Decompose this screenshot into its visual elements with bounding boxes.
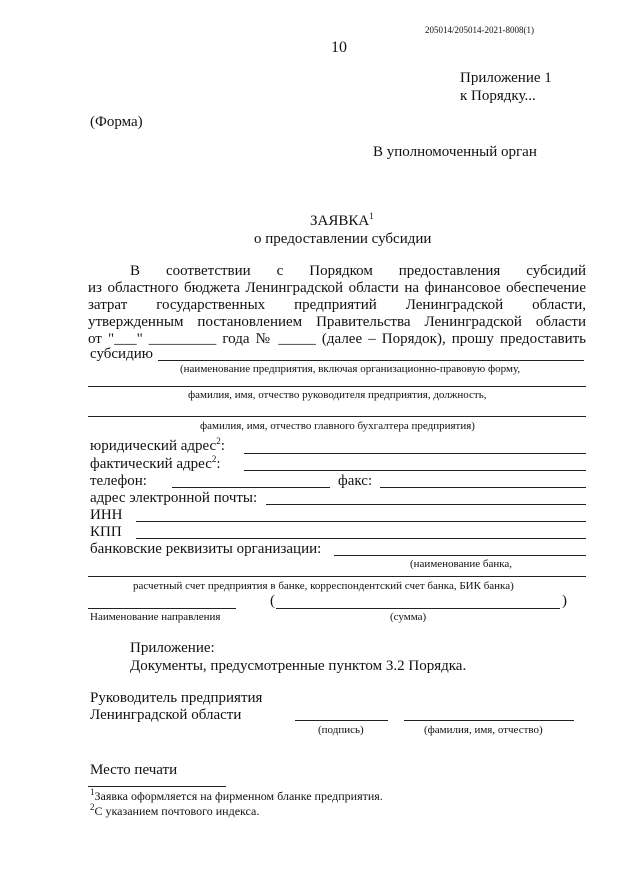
accounts-line	[88, 576, 586, 577]
phone-label: телефон:	[90, 473, 147, 489]
signature-line	[295, 720, 388, 721]
accountant-caption: фамилия, имя, отчество главного бухгалтера предприятия)	[200, 420, 475, 432]
legal-address-label: юридический адрес$^2$:	[90, 436, 225, 454]
email-label: адрес электронной почты:	[90, 490, 258, 506]
direction-caption: Наименование направления	[90, 611, 221, 623]
sum-line	[276, 608, 560, 609]
sum-caption: (сумма)	[390, 611, 427, 623]
actual-address-line	[244, 470, 586, 471]
body-line-3: затрат государственных предприятий Ленинградской области,	[88, 297, 586, 313]
bank-caption: (наименование банка,	[410, 558, 513, 570]
attachment-label: Приложение:	[130, 640, 215, 656]
enterprise-name-line	[158, 360, 584, 361]
accounts-caption: расчетный счет предприятия в банке, корреспондентский счет банка, БИК банка)	[133, 580, 514, 592]
attachment-text: Документы, предусмотренные пунктом 3.2 Порядка.	[130, 658, 467, 674]
legal-address-line	[244, 453, 586, 454]
form-label: (Форма)	[90, 114, 143, 130]
bank-details-line	[334, 555, 586, 556]
enterprise-caption: (наименование предприятия, включая организационно-правовую форму,	[180, 363, 521, 375]
director-line	[88, 386, 586, 387]
kpp-label: КПП	[90, 524, 122, 540]
head-title-line1: Руководитель предприятия	[90, 690, 263, 706]
document-code: 205014/205014-2021-8008(1)	[425, 25, 534, 35]
phone-line	[172, 487, 330, 488]
actual-address-label: фактический адрес$^2$:	[90, 454, 221, 472]
full-name-line	[404, 720, 574, 721]
body-line-2: из областного бюджета Ленинградской области на финансовое обеспечение	[88, 280, 586, 296]
bank-details-label: банковские реквизиты организации:	[90, 541, 322, 557]
appendix-line1: Приложение 1	[460, 70, 552, 86]
page-number: 10	[331, 39, 347, 56]
direction-line	[88, 608, 236, 609]
accountant-line	[88, 416, 586, 417]
footnote-2: $^2$С указанием почтового индекса.	[90, 802, 260, 818]
sum-paren-close: )	[562, 593, 567, 609]
kpp-line	[136, 538, 586, 539]
document-title: ЗАЯВКА$^1$	[310, 211, 374, 229]
appendix-line2: к Порядку...	[460, 88, 536, 104]
footnote-separator	[88, 786, 226, 787]
fax-line	[380, 487, 586, 488]
head-title-line2: Ленинградской области	[90, 707, 242, 723]
inn-label: ИНН	[90, 507, 123, 523]
recipient: В уполномоченный орган	[373, 144, 537, 160]
body-line-4: утвержденным постановлением Правительства Ленинградской области	[88, 314, 586, 330]
fax-label: факс:	[338, 473, 373, 489]
inn-line	[136, 521, 586, 522]
footnote-1: $^1$Заявка оформляется на фирменном бланке предприятия.	[90, 787, 383, 803]
body-line-1: В соответствии с Порядком предоставления субсидий	[130, 263, 586, 279]
sum-paren-open: (	[270, 593, 275, 609]
signature-caption: (подпись)	[318, 724, 364, 736]
stamp-place: Место печати	[90, 762, 178, 778]
full-name-caption: (фамилия, имя, отчество)	[424, 724, 543, 736]
body-line-5: от "___" _________ года № _____ (далее – Порядок), прошу предоставить	[88, 331, 586, 347]
email-line	[266, 504, 586, 505]
subsidy-label: субсидию	[90, 346, 153, 362]
director-caption: фамилия, имя, отчество руководителя предприятия, должность,	[188, 389, 487, 401]
document-subtitle: о предоставлении субсидии	[254, 231, 432, 247]
